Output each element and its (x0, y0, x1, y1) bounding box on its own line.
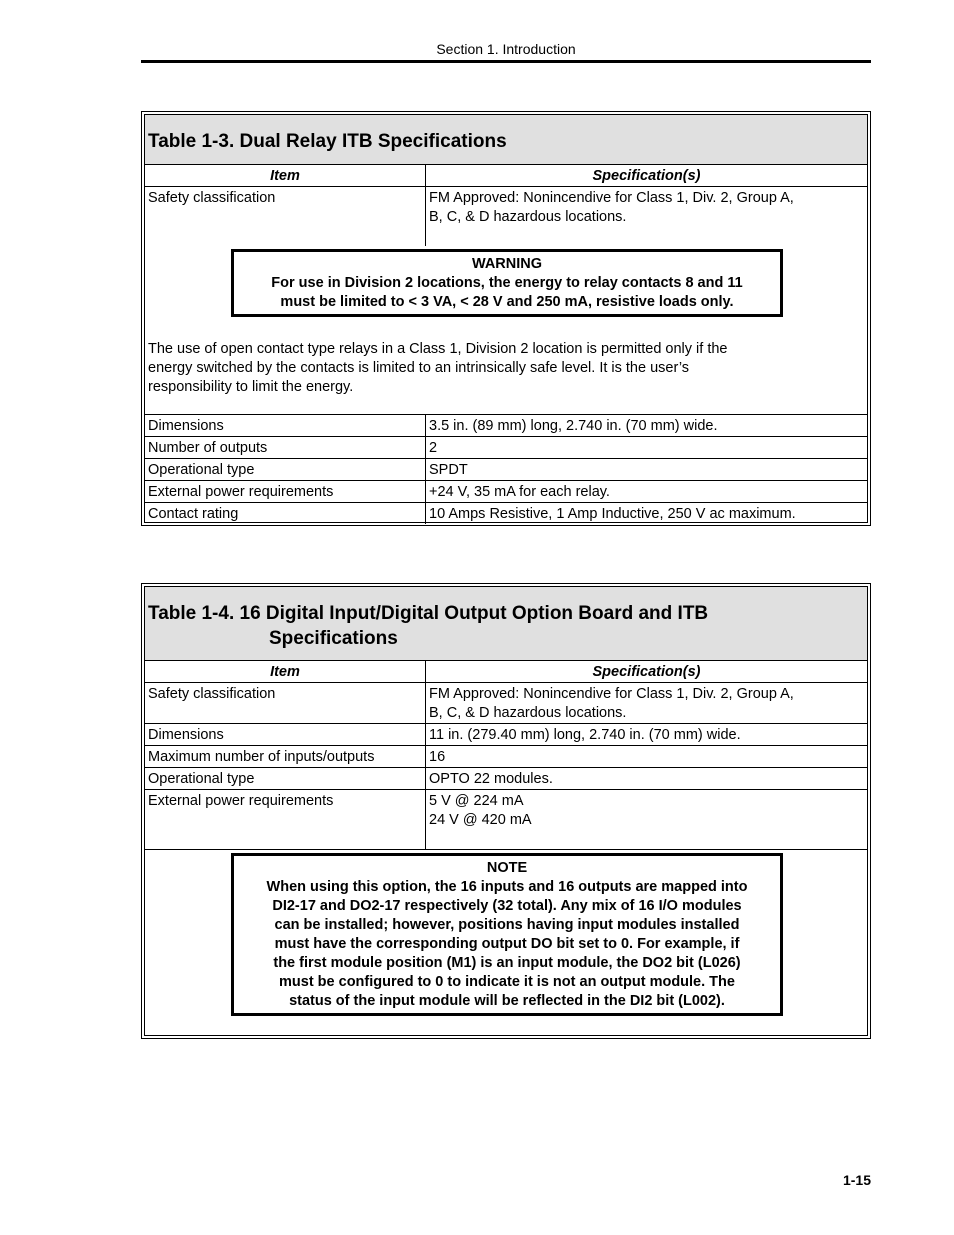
spec-line: B, C, & D hazardous locations. (429, 209, 627, 225)
table-1-3 (141, 111, 871, 526)
column-header-item: Item (270, 664, 300, 680)
table-1-3-header-row (145, 165, 867, 187)
note-line: the first module position (M1) is an input module, the DO2 bit (L026) (273, 955, 741, 971)
row-spec: 11 in. (279.40 mm) long, 2.740 in. (70 mm) wide. (425, 724, 867, 745)
paragraph-line: The use of open contact type relays in a Class 1, Division 2 location is permitted only if the (148, 341, 728, 357)
note-line: DI2-17 and DO2-17 respectively (32 total). Any mix of 16 I/O modules (272, 898, 742, 914)
warning-title: WARNING (471, 256, 543, 272)
warning-line: must be limited to < 3 VA, < 28 V and 250 mA, resistive loads only. (280, 294, 734, 310)
row-spec (425, 790, 867, 849)
row-item: Operational type (148, 462, 255, 478)
row-spec: 16 (425, 746, 867, 767)
column-header-specifications: Specification(s) (425, 661, 867, 682)
page-number: 1-15 (842, 1172, 871, 1188)
spec-line: FM Approved: Nonincendive for Class 1, Div. 2, Group A, (429, 686, 794, 702)
table-1-4-header-row (145, 661, 867, 683)
row-item: Safety classification (148, 190, 276, 206)
row-spec (425, 683, 867, 723)
table-row (145, 459, 867, 481)
note-line: When using this option, the 16 inputs and 16 outputs are mapped into (266, 879, 748, 895)
row-item: Safety classification (148, 686, 276, 702)
row-item: External power requirements (148, 484, 334, 500)
row-spec: +24 V, 35 mA for each relay. (425, 481, 867, 502)
spec-line: B, C, & D hazardous locations. (429, 705, 627, 721)
table-1-4-title-band (145, 587, 867, 661)
row-item: Dimensions (148, 418, 224, 434)
table-row (145, 724, 867, 746)
column-header-specifications: Specification(s) (425, 165, 867, 186)
relay-energy-paragraph (148, 340, 728, 397)
table-row (145, 415, 867, 437)
note-line: status of the input module will be reflected in the DI2 bit (L002). (289, 993, 725, 1009)
table-1-4 (141, 583, 871, 1039)
note-title: NOTE (486, 860, 528, 876)
column-header-item: Item (270, 168, 300, 184)
table-row (145, 790, 867, 850)
header-rule (141, 60, 871, 63)
table-row (145, 437, 867, 459)
table-1-4-title-line-2: Specifications (269, 628, 398, 649)
warning-box (231, 249, 783, 317)
row-spec: SPDT (425, 459, 867, 480)
warning-line: For use in Division 2 locations, the energy to relay contacts 8 and 11 (271, 275, 743, 291)
row-spec: 3.5 in. (89 mm) long, 2.740 in. (70 mm) wide. (425, 415, 867, 436)
table-row (145, 746, 867, 768)
note-box (231, 853, 783, 1016)
section-header: Section 1. Introduction (436, 41, 576, 57)
table-row (145, 683, 867, 724)
table-row (145, 768, 867, 790)
paragraph-line: energy switched by the contacts is limited to an intrinsically safe level. It is the user’s (148, 360, 690, 376)
note-line: can be installed; however, positions having input modules installed (274, 917, 740, 933)
row-item: Maximum number of inputs/outputs (148, 749, 375, 765)
paragraph-line: responsibility to limit the energy. (148, 379, 354, 395)
table-1-4-title-line-1: Table 1-4. 16 Digital Input/Digital Output Option Board and ITB (148, 603, 709, 624)
table-row (145, 481, 867, 503)
row-item: Number of outputs (148, 440, 268, 456)
table-1-3-title: Table 1-3. Dual Relay ITB Specifications (148, 131, 507, 152)
spec-line: FM Approved: Nonincendive for Class 1, Div. 2, Group A, (429, 190, 794, 206)
row-item: Operational type (148, 771, 255, 787)
table-row (145, 187, 867, 246)
row-item: External power requirements (148, 793, 334, 809)
spec-line: 24 V @ 420 mA (429, 812, 532, 828)
row-spec: OPTO 22 modules. (425, 768, 867, 789)
table-1-3-title-band (145, 115, 867, 165)
row-item: Dimensions (148, 727, 224, 743)
note-line: must have the corresponding output DO bit set to 0. For example, if (274, 936, 740, 952)
row-spec (425, 187, 867, 246)
table-row (145, 503, 867, 524)
note-line: must be configured to 0 to indicate it is not an output module. The (279, 974, 735, 990)
row-spec: 2 (425, 437, 867, 458)
spec-line: 5 V @ 224 mA (429, 793, 524, 809)
row-spec: 10 Amps Resistive, 1 Amp Inductive, 250 V ac maximum. (425, 503, 867, 524)
row-item: Contact rating (148, 506, 239, 522)
